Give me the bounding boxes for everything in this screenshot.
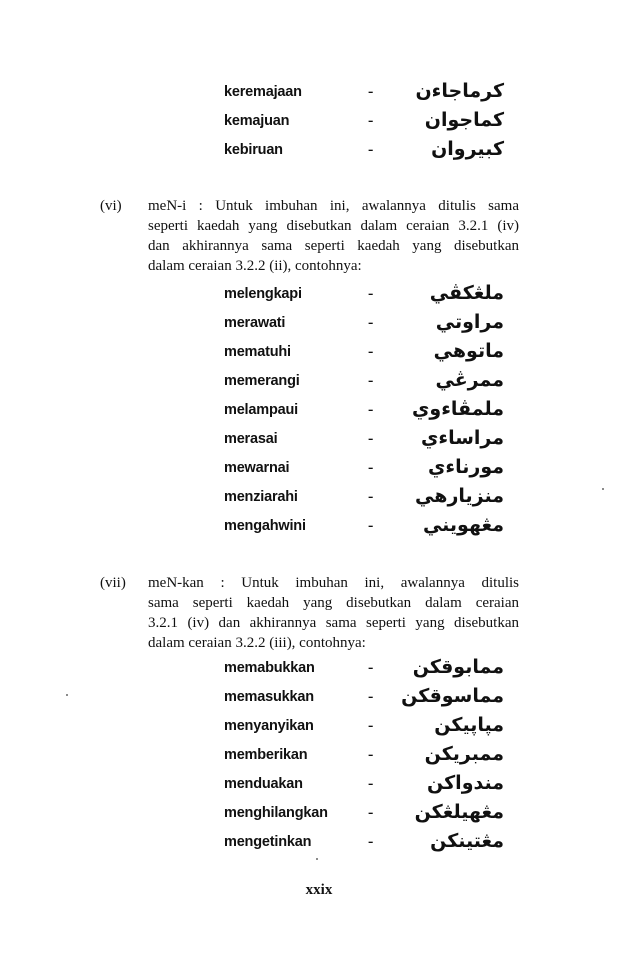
separator-dash: -	[368, 430, 374, 447]
rumi-word: kemajuan	[224, 113, 290, 129]
jawi-word: ماتوهي	[433, 340, 504, 362]
separator-dash: -	[368, 112, 374, 129]
rumi-word: menghilangkan	[224, 805, 328, 821]
scan-speck	[316, 858, 318, 860]
rumi-word: keremajaan	[224, 84, 302, 100]
rumi-word: memberikan	[224, 747, 308, 763]
separator-dash: -	[368, 459, 374, 476]
jawi-word: ملمڤاءوي	[411, 398, 504, 420]
jawi-word: مڠهويني	[422, 514, 504, 536]
separator-dash: -	[368, 83, 374, 100]
rumi-word: mewarnai	[224, 460, 290, 476]
rumi-word: merawati	[224, 315, 286, 331]
section-number: (vi)	[100, 198, 122, 214]
jawi-word: ممابوقكن	[412, 656, 504, 678]
rumi-word: memerangi	[224, 373, 300, 389]
scan-speck	[602, 488, 604, 490]
paragraph-line: dalam ceraian 3.2.2 (ii), contohnya:	[148, 258, 362, 274]
rumi-word: menziarahi	[224, 489, 298, 505]
separator-dash: -	[368, 717, 374, 734]
jawi-word: مماسوقكن	[401, 685, 504, 707]
rumi-word: memabukkan	[224, 660, 315, 676]
paragraph-line: meN-kan : Untuk imbuhan ini, awalannya ditulis	[148, 575, 519, 591]
paragraph-line: dalam ceraian 3.2.2 (iii), contohnya:	[148, 635, 366, 651]
paragraph-line: seperti kaedah yang disebutkan dalam ceraian 3.2.1 (iv)	[148, 218, 519, 234]
rumi-word: merasai	[224, 431, 278, 447]
paragraph-line: 3.2.1 (iv) dan akhirannya sama seperti yang disebutkan	[148, 615, 519, 631]
jawi-word: ممبريكن	[424, 743, 504, 765]
separator-dash: -	[368, 659, 374, 676]
separator-dash: -	[368, 775, 374, 792]
jawi-word: مراوتي	[435, 311, 504, 333]
rumi-word: mengahwini	[224, 518, 306, 534]
rumi-word: kebiruan	[224, 142, 283, 158]
separator-dash: -	[368, 372, 374, 389]
separator-dash: -	[368, 141, 374, 158]
separator-dash: -	[368, 314, 374, 331]
rumi-word: melengkapi	[224, 286, 302, 302]
rumi-word: menduakan	[224, 776, 303, 792]
separator-dash: -	[368, 285, 374, 302]
rumi-word: menyanyikan	[224, 718, 314, 734]
scan-speck	[66, 694, 68, 696]
page-number: xxix	[305, 882, 333, 898]
separator-dash: -	[368, 401, 374, 418]
jawi-word: ملڠكڤي	[429, 282, 504, 304]
separator-dash: -	[368, 688, 374, 705]
jawi-word: مورناءي	[427, 456, 504, 478]
jawi-word: مندواكن	[427, 772, 504, 794]
rumi-word: memasukkan	[224, 689, 314, 705]
jawi-word: كرماجاءن	[415, 80, 504, 102]
jawi-word: مپاپيكن	[434, 714, 504, 736]
jawi-word: مراساءي	[420, 427, 504, 449]
paragraph-line: sama seperti kaedah yang disebutkan dalam ceraian	[148, 595, 519, 611]
jawi-word: مڠهيلڠكن	[414, 801, 504, 823]
section-number: (vii)	[100, 575, 126, 591]
jawi-word: ممرڠي	[435, 369, 504, 391]
jawi-word: مڠتينكن	[430, 830, 504, 852]
separator-dash: -	[368, 804, 374, 821]
rumi-word: mengetinkan	[224, 834, 312, 850]
separator-dash: -	[368, 488, 374, 505]
separator-dash: -	[368, 343, 374, 360]
paragraph-line: meN-i : Untuk imbuhan ini, awalannya ditulis sama	[148, 198, 519, 214]
paragraph-line: dan akhirannya sama seperti kaedah yang disebutkan	[148, 238, 519, 254]
separator-dash: -	[368, 746, 374, 763]
jawi-word: منزيارهي	[415, 485, 504, 507]
jawi-word: كبيروان	[431, 138, 504, 160]
separator-dash: -	[368, 833, 374, 850]
separator-dash: -	[368, 517, 374, 534]
jawi-word: كماجوان	[424, 109, 504, 131]
rumi-word: melampaui	[224, 402, 298, 418]
rumi-word: mematuhi	[224, 344, 291, 360]
